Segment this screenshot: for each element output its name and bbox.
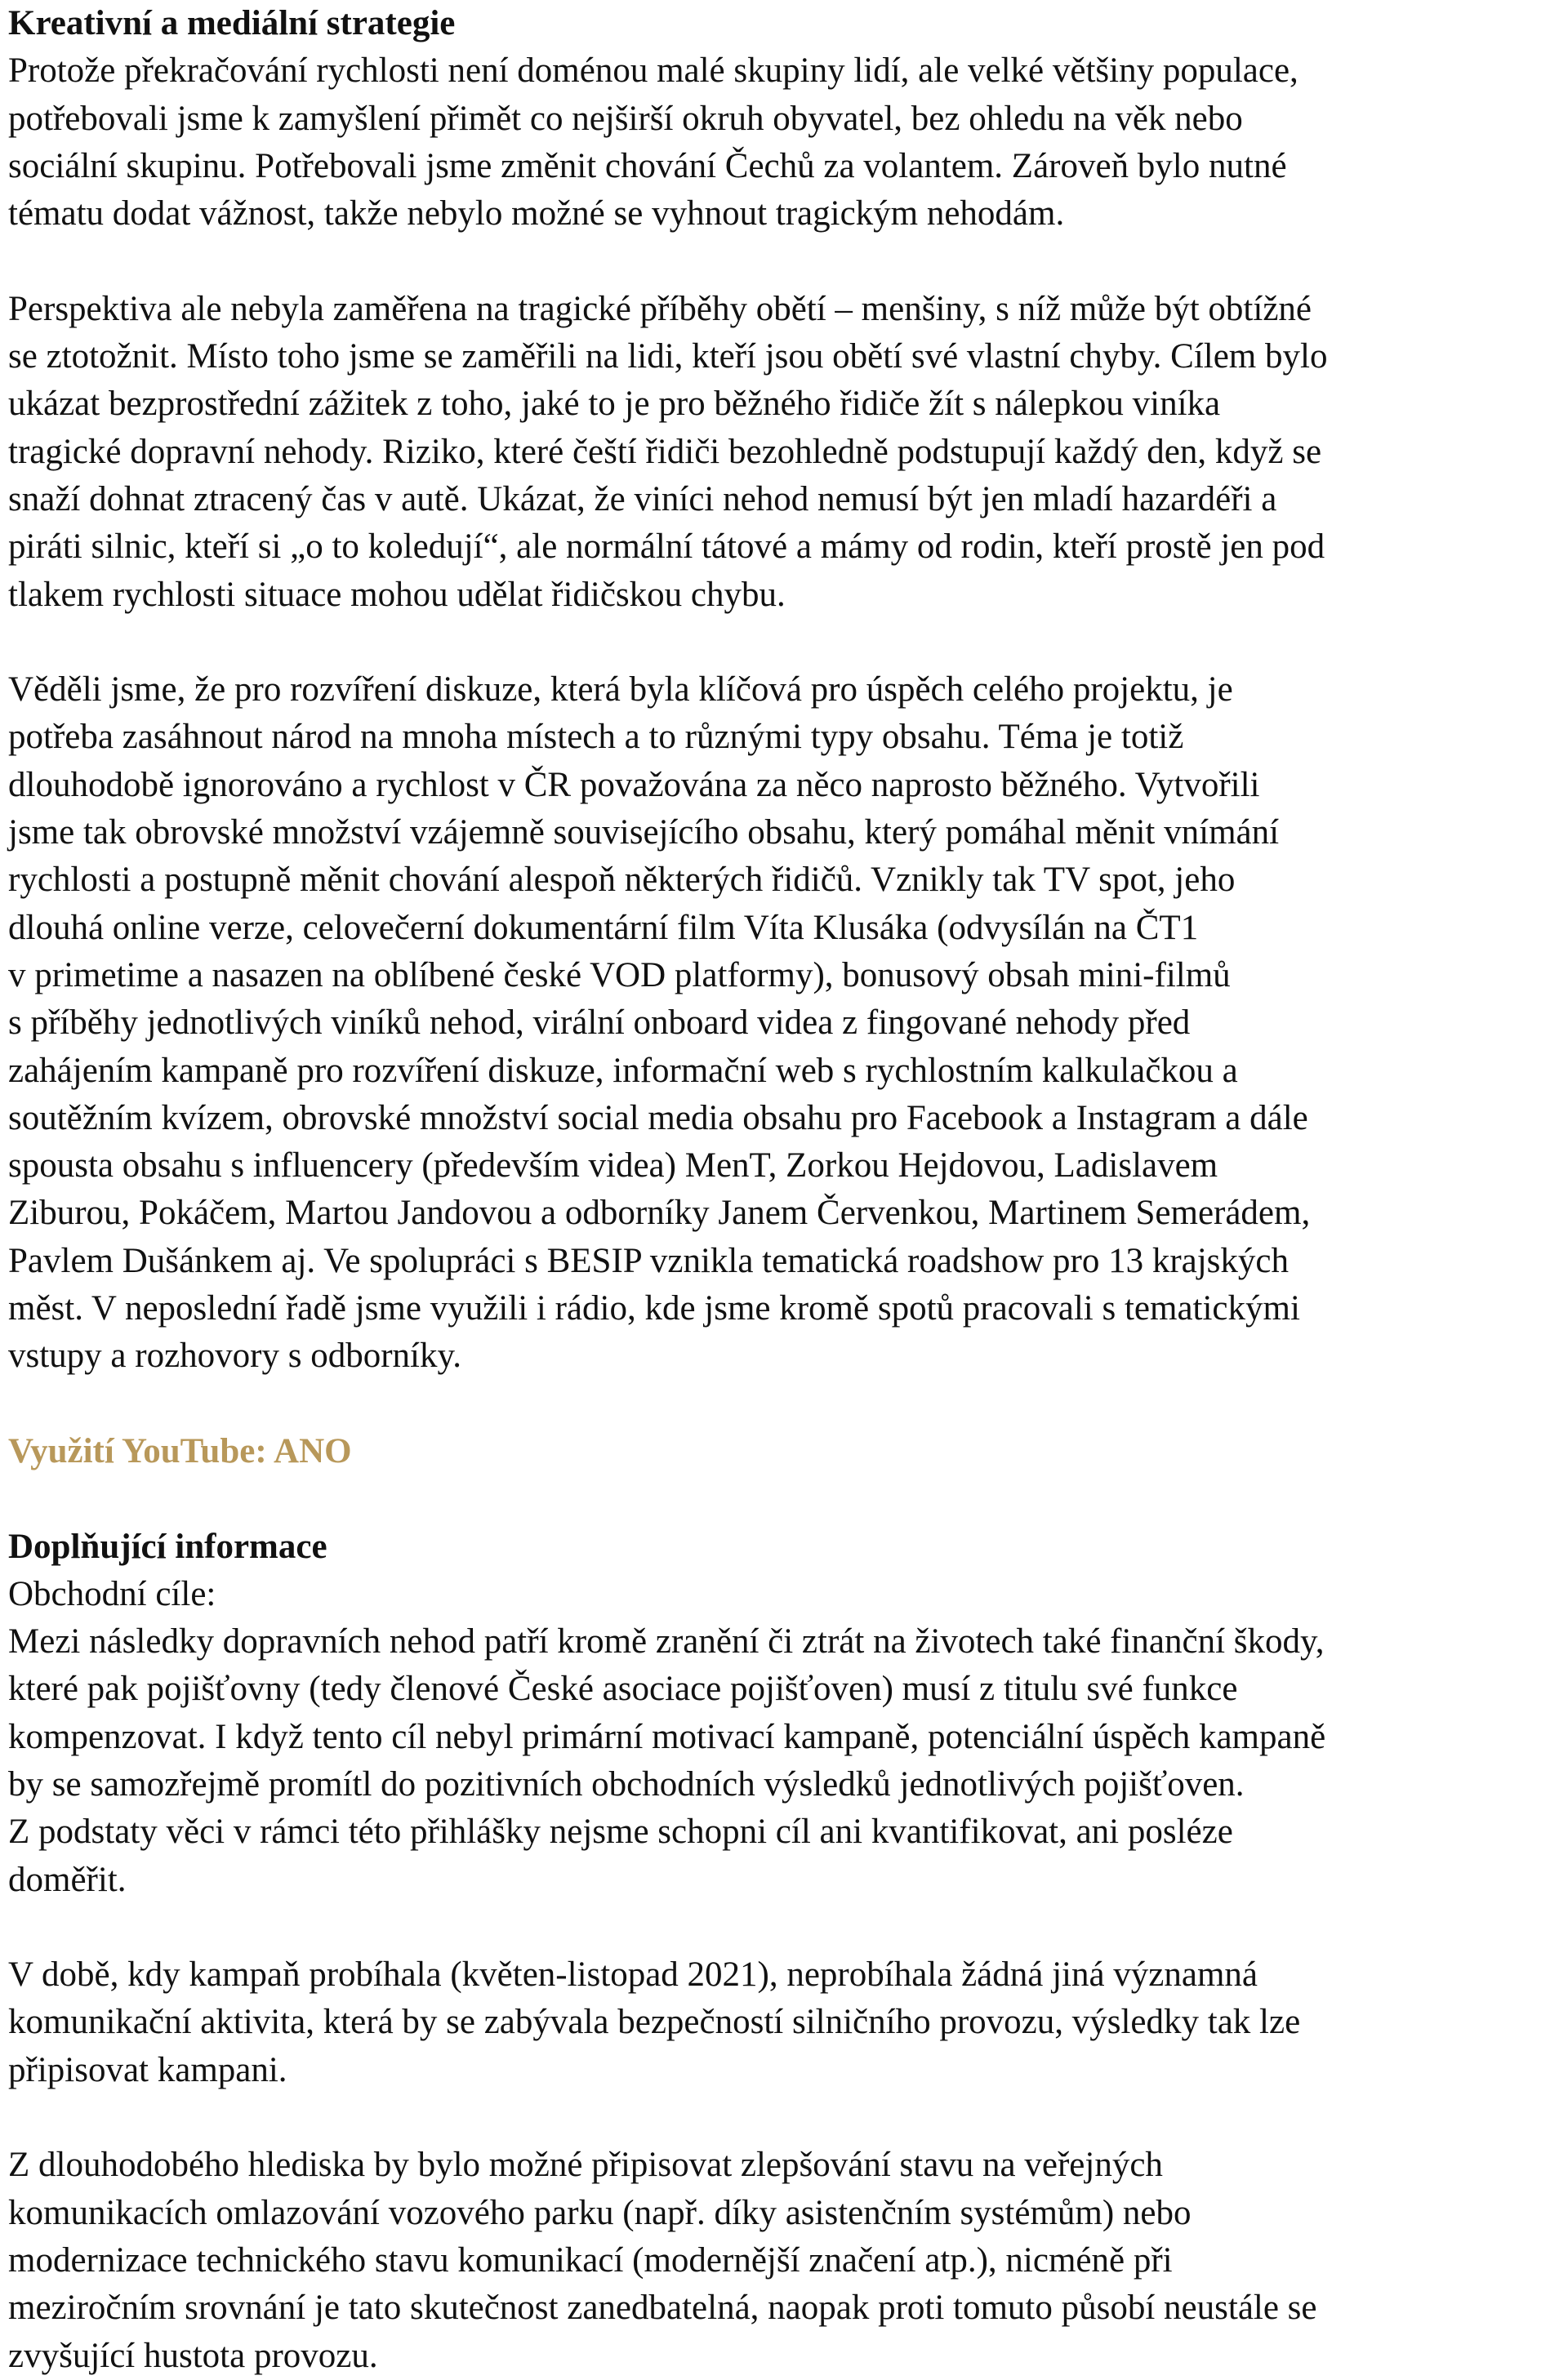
paragraph-creative-2: Perspektiva ale nebyla zaměřena na tragické příběhy obětí – menšiny, s níž může být obtížné se ztotožnit. Místo toho jsme se zaměřili na lidi, kteří jsou obětí své vlastní chyby. Cílem bylo ukázat bezprostřední zážitek z toho, jaké to je pro běžného řidiče žít s nálepkou viníka tragické dopravní nehody. Riziko, které čeští řidiči bezohledně podstupují každý den, když se snaží dohnat ztracený čas v autě. Ukázat, že viníci nehod nemusí být jen mladí hazardéři a piráti silnic, kteří si „o to koledují“, ale normální tátové a mámy od rodin, kteří prostě jen pod tlakem rychlosti situace mohou udělat řidičskou chybu. [8,289,1328,614]
youtube-usage-line [8,1428,1568,1475]
document-page [8,0,1568,2380]
paragraph-business-1: Mezi následky dopravních nehod patří kromě zranění či ztrát na životech také finanční škody, které pak pojišťovny (tedy členové České asociace pojišťoven) musí z titulu své funkce kompenzovat. I když tento cíl nebyl primární motivací kampaně, potenciální úspěch kampaně by se samozřejmě promítl do pozitivních obchodních výsledků jednotlivých pojišťoven. Z podstaty věci v rámci této přihlášky nejsme schopni cíl ani kvantifikovat, ani posléze doměřit. [8,1622,1326,1899]
section-heading-additional-info: Doplňující informace [8,1527,327,1566]
paragraph-creative-3: Věděli jsme, že pro rozvíření diskuze, která byla klíčová pro úspěch celého projektu, je potřeba zasáhnout národ na mnoha místech a to různými typy obsahu. Téma je totiž dlouhodobě ignorováno a rychlost v ČR považována za něco naprosto běžného. Vytvořili jsme tak obrovské množství vzájemně souvisejícího obsahu, který pomáhal měnit vnímání rychlosti a postupně měnit chování alespoň některých řidičů. Vznikly tak TV spot, jeho dlouhá online verze, celovečerní dokumentární film Víta Klusáka (odvysílán na ČT1 v primetime a nasazen na oblíbené české VOD platformy), bonusový obsah mini-filmů s příběhy jednotlivých viníků nehod, virální onboard videa z fingované nehody před zahájením kampaně pro rozvíření diskuze, informační web s rychlostním kalkulačkou a soutěžním kvízem, obrovské množství social media obsahu pro Facebook a Instagram a dále spousta obsahu s influencery (především videa) MenT, Zorkou Hejdovou, Ladislavem Ziburou, Pokáčem, Martou Jandovou a odborníky Janem Červenkou, Martinem Semerádem, Pavlem Dušánkem aj. Ve spolupráci s BESIP vznikla tematická roadshow pro 13 krajských měst. V neposlední řadě jsme využili i rádio, kde jsme kromě spotů pracovali s tematickými vstupy a rozhovory s odborníky. [8,670,1311,1376]
paragraph-creative-1: Protože překračování rychlosti není doménou malé skupiny lidí, ale velké většiny populace, potřebovali jsme k zamyšlení přimět co nejširší okruh obyvatel, bez ohledu na věk nebo sociální skupinu. Potřebovali jsme změnit chování Čechů za volantem. Zároveň bylo nutné tématu dodat vážnost, takže nebylo možné se vyhnout tragickým nehodám. [8,51,1298,234]
youtube-usage-value: ANO [274,1431,352,1470]
paragraph-gap [8,1904,1568,1951]
youtube-usage-separator: : [255,1431,274,1470]
paragraph-gap [8,1381,1568,1428]
paragraph-gap [8,1475,1568,1523]
paragraph-business-2: V době, kdy kampaň probíhala (květen-listopad 2021), neprobíhala žádná jiná významná komunikační aktivita, která by se zabývala bezpečností silničního provozu, výsledky tak lze připisovat kampani. [8,1955,1301,2089]
section-heading-creative-strategy: Kreativní a mediální strategie [8,4,456,42]
paragraph-gap [8,619,1568,666]
paragraph-gap [8,2094,1568,2142]
paragraph-gap [8,238,1568,285]
subheading-business-goals: Obchodní cíle: [8,1574,216,1613]
youtube-usage-label: Využití YouTube [8,1431,256,1470]
paragraph-business-3: Z dlouhodobého hlediska by bylo možné připisovat zlepšování stavu na veřejných komunikacích omlazování vozového parku (např. díky asistenčním systémům) nebo modernizace technického stavu komunikací (modernější značení atp.), nicméně při meziročním srovnání je tato skutečnost zanedbatelná, naopak proti tomuto působí neustále se zvyšující hustota provozu. [8,2146,1317,2375]
